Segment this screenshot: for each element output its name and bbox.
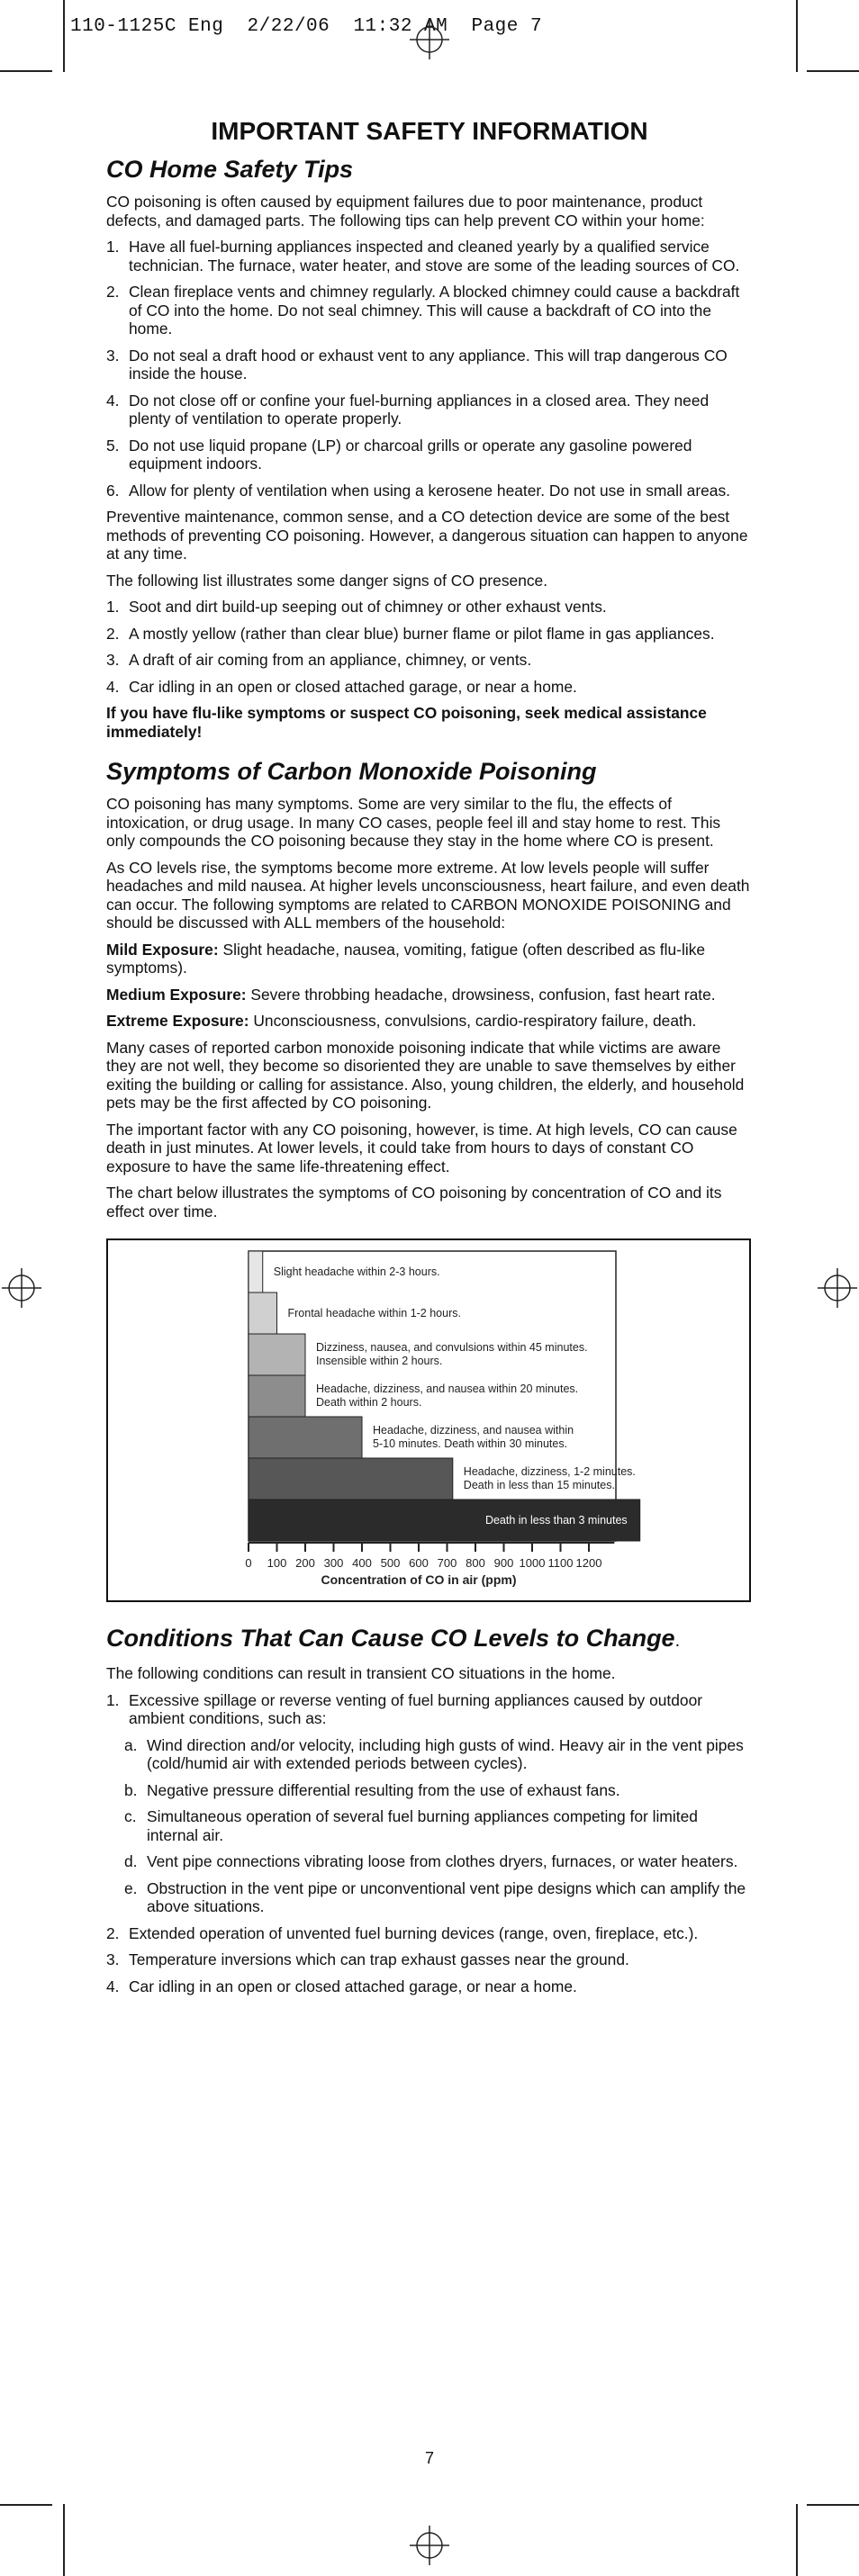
crop-mark: [796, 0, 798, 72]
registration-mark-icon: [410, 20, 449, 59]
list-item: [106, 1977, 753, 1996]
list-item: [106, 437, 753, 473]
list-item-text: Excessive spillage or reverse venting of fuel burning appliances caused by outdoor ambient conditions, such as:: [129, 1690, 703, 1727]
list-item-text: Vent pipe connections vibrating loose from clothes dryers, furnaces, or water heaters.: [147, 1852, 738, 1870]
list-item: [106, 625, 753, 644]
list-number: 1.: [106, 1690, 120, 1709]
x-tick-label: 0: [245, 1556, 252, 1570]
paragraph: CO poisoning is often caused by equipment failures due to poor maintenance, product defects, and damaged parts. The following tips can help prevent CO within your home:: [106, 193, 705, 230]
crop-mark: [63, 2504, 65, 2576]
list-item-text: Allow for plenty of ventilation when using a kerosene heater. Do not use in small areas.: [129, 481, 730, 500]
bar-label: Headache, dizziness, and nausea within 20 minutes.: [316, 1383, 579, 1395]
mild-exposure-text: Slight headache, nausea, vomiting, fatigue (often described as flu-like symptoms).: [106, 940, 706, 977]
list-number: d.: [124, 1852, 138, 1870]
list-item: [106, 1736, 753, 1773]
list-item: [106, 1807, 753, 1844]
list-number: 6.: [106, 481, 120, 500]
bar-label: Slight headache within 2-3 hours.: [273, 1265, 440, 1278]
chart-svg: [108, 1240, 748, 1599]
list-number: b.: [124, 1780, 138, 1799]
co-concentration-chart: [106, 1238, 751, 1602]
print-slug: 110-1125C Eng 2/22/06 11:32 AM Page 7: [70, 16, 543, 37]
list-number: 4.: [106, 677, 120, 696]
list-number: 1.: [106, 598, 120, 616]
x-tick-label: 300: [323, 1556, 344, 1570]
list-item: [106, 678, 753, 697]
list-number: 3.: [106, 651, 120, 669]
x-tick-label: 1200: [575, 1556, 602, 1570]
mild-exposure-label: Mild Exposure:: [106, 940, 219, 959]
list-item: [106, 1924, 753, 1943]
crop-mark: [63, 0, 65, 72]
list-number: 4.: [106, 1977, 120, 1995]
extreme-exposure: [106, 1012, 753, 1031]
list-item-text: Obstruction in the vent pipe or unconventional vent pipe designs which can amplify the above situations.: [147, 1878, 746, 1915]
chart-bar: [249, 1251, 263, 1293]
x-axis-label: Concentration of CO in air (ppm): [321, 1572, 517, 1587]
x-tick-label: 700: [437, 1556, 457, 1570]
chart-bar: [249, 1417, 362, 1458]
chart-bar: [249, 1458, 453, 1500]
crop-mark: [0, 70, 52, 72]
x-tick-label: 500: [380, 1556, 401, 1570]
bar-label: 5-10 minutes. Death within 30 minutes.: [373, 1437, 568, 1450]
page-number: 7: [424, 2449, 434, 2467]
crop-mark: [807, 70, 859, 72]
registration-mark-icon: [2, 1268, 41, 1308]
list-item-text: Car idling in an open or closed attached garage, or near a home.: [129, 677, 577, 696]
list-item: [106, 651, 753, 670]
list-number: a.: [124, 1735, 138, 1754]
conditions-sublist: [106, 1736, 753, 1916]
crop-mark: [796, 2504, 798, 2576]
list-item-text: A mostly yellow (rather than clear blue) burner flame or pilot flame in gas appliances.: [129, 624, 715, 643]
list-item-text: Do not close off or confine your fuel-burning appliances in a closed area. They need plenty of ventilation to operate properly.: [129, 391, 710, 428]
paragraph: The chart below illustrates the symptoms of CO poisoning by concentration of CO and its effect over time.: [106, 1184, 722, 1220]
list-item-text: Do not seal a draft hood or exhaust vent to any appliance. This will trap dangerous CO inside the house.: [129, 346, 728, 383]
list-number: e.: [124, 1878, 138, 1897]
list-item-text: Extended operation of unvented fuel burning devices (range, oven, fireplace, etc.).: [129, 1923, 699, 1942]
registration-mark-icon: [410, 2526, 449, 2565]
list-number: 4.: [106, 391, 120, 410]
crop-mark: [807, 2504, 859, 2506]
conditions-heading-suffix: .: [674, 1631, 681, 1651]
bar-label: Frontal headache within 1-2 hours.: [287, 1307, 461, 1320]
x-tick-label: 800: [466, 1556, 485, 1570]
list-number: 3.: [106, 346, 120, 365]
list-item: [106, 482, 753, 500]
chart-bar: [249, 1334, 305, 1375]
section-heading-conditions: [106, 1624, 753, 1655]
safety-tips-list: [106, 238, 753, 500]
x-tick-label: 900: [493, 1556, 514, 1570]
page-content: [106, 117, 753, 2004]
list-item-text: Negative pressure differential resulting from the use of exhaust fans.: [147, 1780, 620, 1799]
list-number: 1.: [106, 238, 120, 256]
conditions-heading-text: Conditions That Can Cause CO Levels to Change: [106, 1625, 675, 1652]
section-heading-symptoms: Symptoms of Carbon Monoxide Poisoning: [106, 758, 597, 785]
list-item: [106, 283, 753, 338]
x-tick-label: 200: [295, 1556, 315, 1570]
chart-bar: [249, 1293, 277, 1334]
list-number: c.: [124, 1807, 137, 1825]
list-item: [106, 1852, 753, 1871]
paragraph: Many cases of reported carbon monoxide poisoning indicate that while victims are aware they are not well, they become so disoriented they are unable to save themselves by either exiting the building or calling for assistance. Also, young children, the elderly, and household pets may be the first affected by CO poisoning.: [106, 1038, 745, 1112]
list-item-text: Clean fireplace vents and chimney regularly. A blocked chimney could cause a backdraft of CO into the home. Do not seal chimney. This will cause a backdraft of CO into the home.: [129, 283, 740, 338]
list-item-text: Soot and dirt build-up seeping out of chimney or other exhaust vents.: [129, 598, 607, 616]
list-item: [106, 347, 753, 383]
x-tick-label: 100: [267, 1556, 287, 1570]
paragraph: The following conditions can result in transient CO situations in the home.: [106, 1664, 616, 1682]
bar-label: Death within 2 hours.: [316, 1396, 422, 1409]
list-number: 5.: [106, 436, 120, 455]
list-item-text: Do not use liquid propane (LP) or charcoal grills or operate any gasoline powered equipment indoors.: [129, 436, 692, 473]
list-item: [106, 1781, 753, 1800]
list-item-text: Simultaneous operation of several fuel burning appliances competing for limited internal air.: [147, 1807, 698, 1844]
paragraph: The important factor with any CO poisoning, however, is time. At high levels, CO can cause death in just minutes. At lower levels, it could take from hours to days of constant CO exposure to have the same life-threatening effect.: [106, 1120, 737, 1175]
list-item-text: Car idling in an open or closed attached garage, or near a home.: [129, 1977, 577, 1995]
list-number: 2.: [106, 283, 120, 301]
list-number: 2.: [106, 1923, 120, 1942]
list-item-text: Wind direction and/or velocity, including high gusts of wind. Heavy air in the vent pipes (cold/humid air with extended periods between cycles).: [147, 1735, 744, 1772]
medium-exposure-label: Medium Exposure:: [106, 985, 247, 1004]
extreme-exposure-label: Extreme Exposure:: [106, 1012, 249, 1030]
list-item: [106, 598, 753, 617]
x-tick-label: 400: [352, 1556, 372, 1570]
bar-label: Headache, dizziness, 1-2 minutes.: [463, 1465, 636, 1478]
x-tick-label: 1100: [547, 1556, 574, 1570]
list-item: [106, 392, 753, 428]
list-item: [106, 1691, 753, 1916]
mild-exposure: [106, 941, 753, 977]
paragraph: As CO levels rise, the symptoms become more extreme. At low levels people will suffer headaches and mild nausea. At higher levels unconsciousness, heart failure, and even death can occur. The following symptoms are related to CARBON MONOXIDE POISONING and should be discussed with ALL members of the household:: [106, 858, 750, 932]
medium-exposure-text: Severe throbbing headache, drowsiness, confusion, fast heart rate.: [246, 985, 716, 1004]
list-number: 2.: [106, 624, 120, 643]
x-tick-label: 600: [409, 1556, 429, 1570]
section-heading-safety-tips: CO Home Safety Tips: [106, 156, 354, 183]
warning-text: If you have flu-like symptoms or suspect CO poisoning, seek medical assistance immediately!: [106, 704, 707, 741]
bar-label: Insensible within 2 hours.: [316, 1355, 443, 1367]
medium-exposure: [106, 986, 753, 1004]
paragraph: The following list illustrates some danger signs of CO presence.: [106, 571, 548, 590]
registration-mark-icon: [818, 1268, 857, 1308]
list-item-text: Temperature inversions which can trap exhaust gasses near the ground.: [129, 1950, 629, 1968]
danger-signs-list: [106, 598, 753, 696]
list-item-text: Have all fuel-burning appliances inspected and cleaned yearly by a qualified service technician. The furnace, water heater, and stove are some of the leading sources of CO.: [129, 238, 740, 275]
list-item: [106, 1950, 753, 1969]
list-item: [106, 1879, 753, 1916]
conditions-list: [106, 1691, 753, 1996]
paragraph: CO poisoning has many symptoms. Some are very similar to the flu, the effects of intoxication, or drug usage. In many CO cases, people feel ill and stay home to rest. This only compounds the CO poisoning because they stay in the home where CO is present.: [106, 795, 721, 850]
bar-label: Death in less than 15 minutes.: [463, 1479, 615, 1491]
extreme-exposure-text: Unconsciousness, convulsions, cardio-respiratory failure, death.: [249, 1012, 697, 1030]
paragraph: Preventive maintenance, common sense, and a CO detection device are some of the best methods of preventing CO poisoning. However, a dangerous situation can happen to anyone at any time.: [106, 508, 748, 563]
bar-label: Dizziness, nausea, and convulsions within 45 minutes.: [316, 1341, 588, 1354]
list-item-text: A draft of air coming from an appliance, chimney, or vents.: [129, 651, 532, 669]
list-item: [106, 238, 753, 275]
page-title: IMPORTANT SAFETY INFORMATION: [211, 117, 648, 145]
crop-mark: [0, 2504, 52, 2506]
x-tick-label: 1000: [519, 1556, 546, 1570]
bar-label: Death in less than 3 minutes: [484, 1514, 628, 1527]
chart-bar: [249, 1375, 305, 1417]
bar-label: Headache, dizziness, and nausea within: [373, 1424, 574, 1437]
list-number: 3.: [106, 1950, 120, 1968]
